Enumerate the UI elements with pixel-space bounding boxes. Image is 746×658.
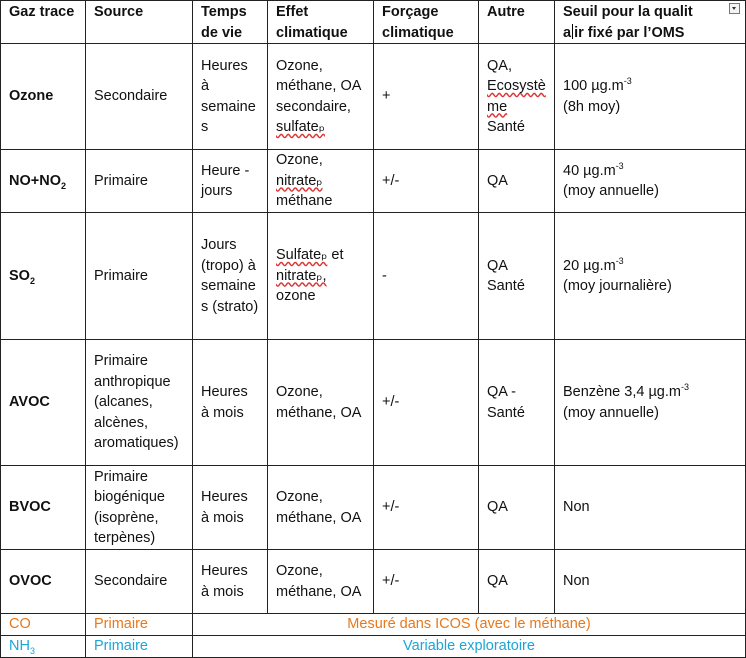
effect-cell: Ozone, méthane, OA <box>268 340 374 466</box>
source-cell: Primaire <box>86 150 193 213</box>
table-row <box>1 340 746 466</box>
gas-cell-nh3: $NH_3$ <box>1 636 86 658</box>
source-cell-co: Primaire <box>86 614 193 636</box>
table-row <box>1 636 746 658</box>
threshold-cell: Benzène 3,4 $\mu g.m^{-3}$ (moy annuelle) <box>555 340 746 466</box>
other-cell: QA Santé <box>479 213 555 340</box>
effect-cell: Sulfateₚ et nitrateₚ, ozone <box>268 213 374 340</box>
effect-cell: Ozone, méthane, OA <box>268 466 374 550</box>
forcing-cell: + <box>374 44 479 150</box>
note-cell-co: Mesuré dans ICOS (avec le méthane) <box>193 614 746 636</box>
gas-cell: Ozone <box>1 44 86 150</box>
source-cell: Primaire <box>86 213 193 340</box>
table-row <box>1 150 746 213</box>
other-cell: QA <box>479 550 555 614</box>
gas-cell: $SO_2$ <box>1 213 86 340</box>
lifetime-cell: Jours (tropo) à semaines (strato) <box>193 213 268 340</box>
threshold-cell: 20 $\mu g.m^{-3}$ (moy journalière) <box>555 213 746 340</box>
effect-cell: Ozone, méthane, OA <box>268 550 374 614</box>
source-cell-nh3: Primaire <box>86 636 193 658</box>
effect-cell: Ozone, méthane, OA secondaire, sulfateₚ <box>268 44 374 150</box>
header-other: Autre <box>479 1 555 44</box>
source-cell: Secondaire <box>86 550 193 614</box>
source-cell: Secondaire <box>86 44 193 150</box>
gas-cell-co: CO <box>1 614 86 636</box>
header-source: Source <box>86 1 193 44</box>
forcing-cell: +/- <box>374 466 479 550</box>
table-row <box>1 44 746 150</box>
other-cell: QA, Ecosystème Santé <box>479 44 555 150</box>
header-climate-effect: Effet climatique <box>268 1 374 44</box>
source-cell: Primaire anthropique (alcanes, alcènes, aromatiques) <box>86 340 193 466</box>
threshold-cell: 100 $\mu g.m^{-3}$ (8h moy) <box>555 44 746 150</box>
gas-cell: BVOC <box>1 466 86 550</box>
lifetime-cell: Heure - jours <box>193 150 268 213</box>
gas-cell: $NO+NO_2$ <box>1 150 86 213</box>
header-forcing: Forçage climatique <box>374 1 479 44</box>
dropdown-arrow-icon[interactable] <box>729 3 740 14</box>
header-lifetime: Temps de vie <box>193 1 268 44</box>
table-row <box>1 550 746 614</box>
source-cell: Primaire biogénique (isoprène, terpènes) <box>86 466 193 550</box>
gas-cell: OVOC <box>1 550 86 614</box>
header-gas: Gaz trace <box>1 1 86 44</box>
forcing-cell: +/- <box>374 550 479 614</box>
forcing-cell: - <box>374 213 479 340</box>
threshold-cell: Non <box>555 550 746 614</box>
threshold-cell: 40 $\mu g.m^{-3}$ (moy annuelle) <box>555 150 746 213</box>
forcing-cell: +/- <box>374 150 479 213</box>
table-row <box>1 466 746 550</box>
other-cell: QA <box>479 150 555 213</box>
gas-cell: AVOC <box>1 340 86 466</box>
other-cell: QA - Santé <box>479 340 555 466</box>
forcing-cell: +/- <box>374 340 479 466</box>
lifetime-cell: Heures à mois <box>193 550 268 614</box>
other-cell: QA <box>479 466 555 550</box>
effect-cell: Ozone, nitrateₚ méthane <box>268 150 374 213</box>
note-cell-nh3: Variable exploratoire <box>193 636 746 658</box>
header-row <box>1 1 746 44</box>
threshold-cell: Non <box>555 466 746 550</box>
text-cursor <box>572 24 573 39</box>
table-row <box>1 213 746 340</box>
header-threshold[interactable]: Seuil pour la qualit a ir fixé par l’OMS <box>555 1 746 44</box>
lifetime-cell: Heures à mois <box>193 340 268 466</box>
lifetime-cell: Heures à semaines <box>193 44 268 150</box>
lifetime-cell: Heures à mois <box>193 466 268 550</box>
table-row <box>1 614 746 636</box>
